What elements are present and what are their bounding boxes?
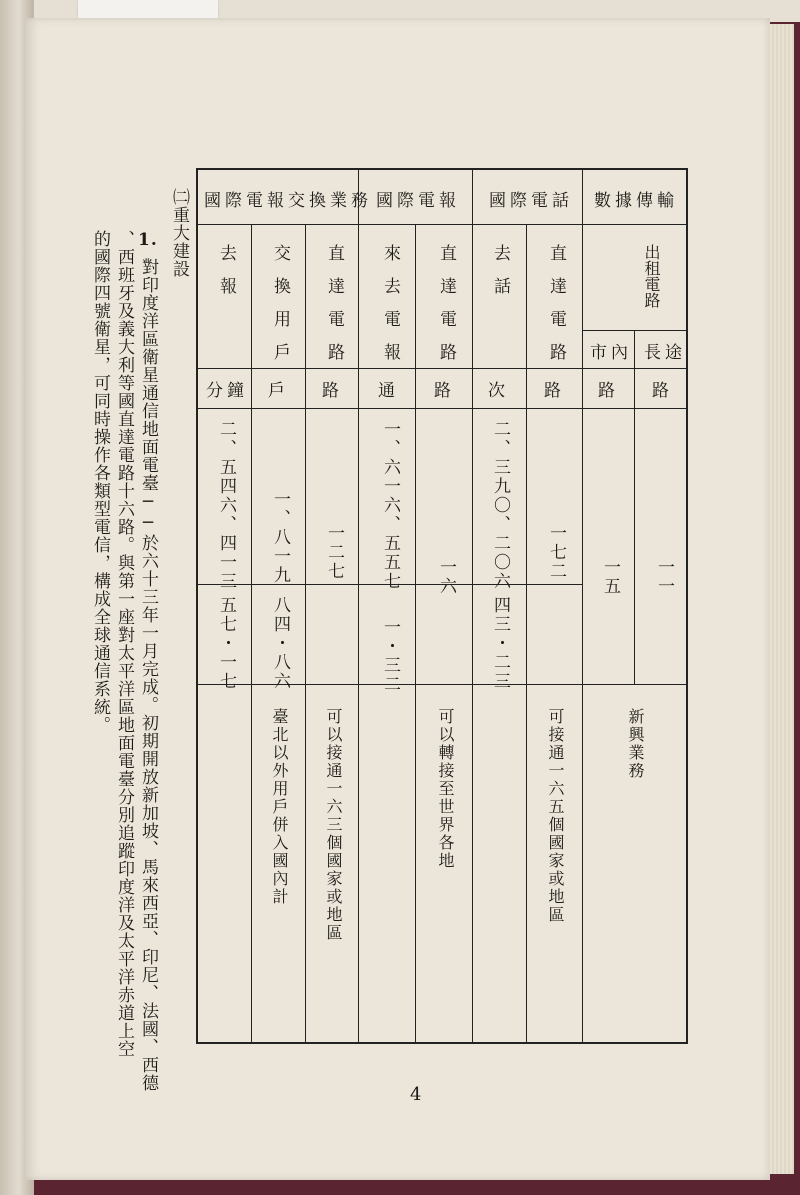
value-tg-inout: 一、六一六、五五七 (380, 420, 400, 591)
value2-tx-out: 五七・一七 (216, 596, 236, 691)
page-number: 4 (410, 1084, 422, 1105)
item-number: 1. (138, 230, 158, 250)
intro-line-2: 、西班牙及義大利等國直達電路十六路。與第一座對太平洋區地面電臺分別追蹤印度洋及太平洋赤道上空 (114, 230, 134, 1058)
section-title: ㈡重大建設 (169, 188, 189, 278)
leased-long-value: 一一 (654, 558, 674, 596)
col-header-tx-users: 交換用戶 (270, 244, 290, 376)
table-bottom-border (196, 1042, 688, 1044)
value2-tg-inout: 一・三二 (380, 618, 400, 694)
col-header-tg-inout: 來去電報 (380, 244, 400, 376)
note-tg-direct: 可以轉接至世界各地 (436, 708, 455, 870)
column-divider (305, 224, 306, 1042)
value-phone-direct: 一七二 (546, 524, 566, 581)
unit-tx-direct: 路 (322, 381, 355, 401)
column-divider (415, 224, 416, 1042)
value-tg-direct: 一六 (436, 558, 456, 596)
unit-tg-direct: 路 (434, 381, 467, 401)
col-header-tg-direct: 直達電路 (436, 244, 456, 376)
document-page (26, 18, 770, 1180)
group-header-data: 數據傳輸 (594, 191, 678, 211)
intro-line-3: 的國際四號衛星，可同時操作各類型電信，構成全球通信系統。 (90, 230, 110, 734)
leased-long-unit: 路 (652, 381, 685, 401)
table-right-border (686, 168, 688, 1044)
leased-city-header: 市內 (590, 343, 632, 363)
unit-phone-direct: 路 (544, 381, 577, 401)
unit-tg-inout: 通 (378, 381, 411, 401)
leased-note: 新興業務 (626, 708, 645, 780)
col-header-phone-out: 去話 (490, 244, 510, 310)
value2-tx-users: 八四・八六 (270, 596, 290, 691)
group-divider (358, 168, 359, 1042)
unit-divider-lower (198, 408, 686, 409)
unit-tx-users: 戶 (268, 381, 301, 401)
col-header-tx-direct: 直達電路 (324, 244, 344, 376)
page-edges (770, 24, 794, 1174)
column-divider (251, 224, 252, 1042)
value-tx-users: 一、八一九 (270, 490, 290, 585)
col-header-tx-out: 去報 (216, 244, 236, 310)
header-divider (198, 224, 686, 225)
intro-line-1: 對印度洋區衛星通信地面電臺──於六十三年一月完成。初期開放新加坡、馬來西亞、印尼、法國、西德 (138, 258, 158, 1092)
table-left-border (196, 168, 198, 1044)
note-tx-users: 臺北以外用戶併入國內計 (270, 708, 289, 906)
value-tx-direct: 一二七 (324, 524, 344, 581)
leased-divider (582, 330, 686, 331)
group-header-phone: 國際電話 (489, 191, 573, 211)
unit-tx-out: 分鐘 (206, 381, 248, 401)
note-tx-direct: 可以接通一六三個國家或地區 (324, 708, 343, 942)
value-phone-out: 二、三九〇、二〇六 (490, 420, 510, 591)
column-divider (526, 224, 527, 1042)
value2-phone-out: 四三・二三 (490, 596, 510, 691)
group-header-telex: 國際電報交換業務 (204, 191, 372, 211)
leased-city-value: 一五 (600, 558, 620, 596)
unit-phone-out: 次 (488, 381, 521, 401)
table-top-border (196, 168, 688, 170)
col-header-phone-direct: 直達電路 (546, 244, 566, 376)
group-header-telegram: 國際電報 (376, 191, 460, 211)
group-divider (582, 168, 583, 1042)
leased-city-unit: 路 (598, 381, 631, 401)
leased-header: 出租電路 (642, 244, 661, 308)
note-phone-direct: 可接通一六五個國家或地區 (546, 708, 565, 924)
column-divider (634, 330, 635, 684)
value-tx-out: 二、五四六、四一三 (216, 420, 236, 591)
leased-long-header: 長途 (644, 343, 686, 363)
group-divider (472, 168, 473, 1042)
